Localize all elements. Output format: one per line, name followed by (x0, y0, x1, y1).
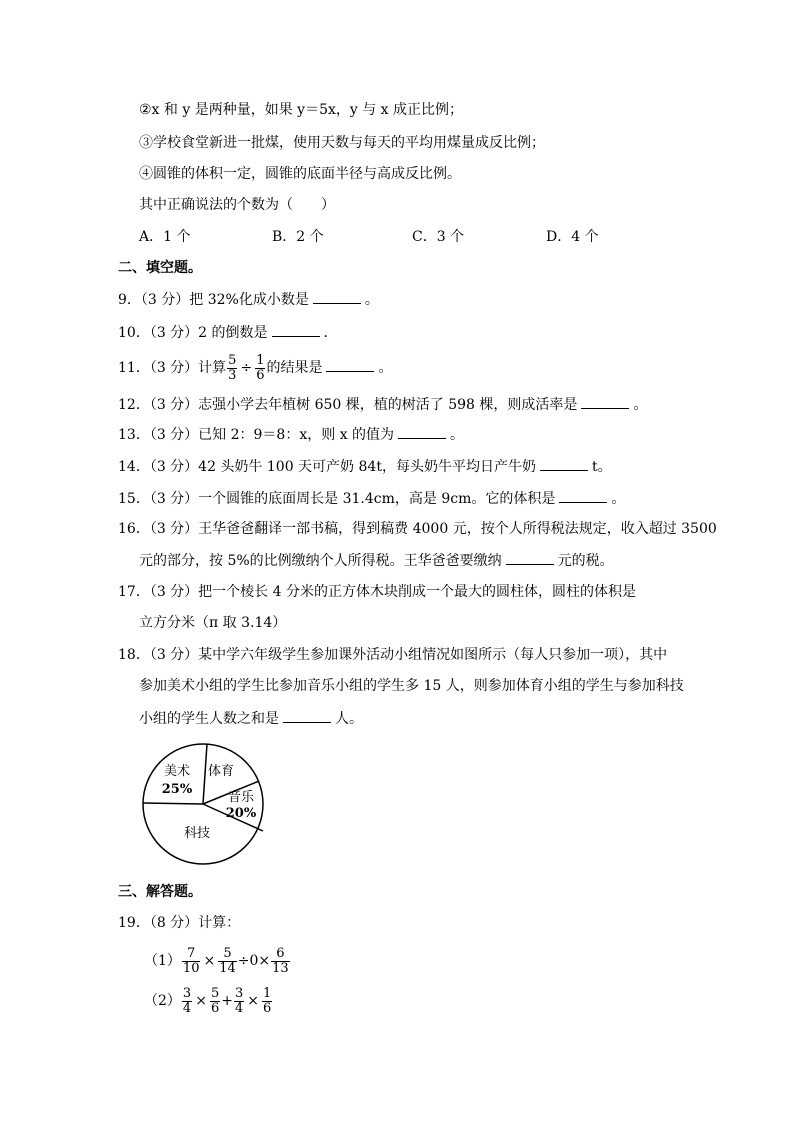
question-14 (118, 456, 612, 477)
question-13 (118, 424, 464, 445)
divide-operator: ÷ (240, 360, 253, 376)
divider-left (143, 803, 203, 804)
q18-suffix: 人。 (335, 711, 363, 727)
q16-suffix: 元的税。 (557, 553, 614, 569)
q8-option-b: B．2 个 (272, 229, 324, 245)
answer-blank[interactable] (326, 357, 374, 372)
slice-label-music: 音乐 (227, 790, 255, 805)
answer-blank[interactable] (506, 550, 554, 565)
q8-option-d: D．4 个 (546, 229, 599, 245)
q11-suffix: 。 (378, 360, 393, 376)
slice-label-pe: 体育 (207, 764, 235, 779)
question-16-line-2 (139, 550, 614, 571)
question-12 (118, 394, 647, 415)
fraction: $\frac{1}{6}$ (256, 352, 265, 383)
fraction: $\frac{1}{6}$ (262, 985, 272, 1016)
q8-option-a: A．1 个 (139, 229, 191, 245)
fraction: $\frac{3}{4}$ (182, 985, 192, 1016)
times-operator: × (195, 993, 207, 1009)
fraction: $\frac{7}{10}$ (182, 945, 200, 976)
section-heading-fill-in: 二、填空题。 (118, 260, 202, 276)
q18-text: 小组的学生人数之和是 (139, 711, 279, 727)
q12-suffix: 。 (633, 397, 648, 413)
answer-blank[interactable] (398, 424, 446, 439)
answer-blank[interactable] (272, 322, 320, 337)
question-15 (118, 488, 625, 509)
q8-item-4: ④圆锥的体积一定，圆锥的底面半径与高成反比例。 (139, 166, 461, 182)
q8-option-c: C．3 个 (412, 229, 465, 245)
q12-text: 12．（3 分）志强小学去年植树 650 棵，植的树活了 598 棵，则成活率是 (118, 397, 578, 413)
question-19-title: 19．（8 分）计算： (118, 915, 241, 931)
q9-text: 9．（3 分）把 32%化成小数是 (118, 292, 309, 308)
question-10 (118, 322, 338, 343)
q8-question: 其中正确说法的个数为（ ） (139, 197, 335, 213)
question-11 (118, 352, 392, 384)
q14-suffix: t。 (591, 459, 612, 475)
slice-value-art: 25% (161, 782, 193, 797)
question-18-line-3 (139, 708, 363, 729)
question-16-line-1: 16．（3 分）王华爸爸翻译一部书稿，得到稿费 4000 元，按个人所得税法规定，收入超过 3500 (118, 521, 717, 537)
answer-blank[interactable] (540, 456, 588, 471)
q11-text: 11．（3 分）计算 (118, 360, 227, 376)
fraction: $\frac{5}{14}$ (219, 945, 236, 976)
question-9 (118, 289, 379, 310)
question-18-line-1: 18．（3 分）某中学六年级学生参加课外活动小组情况如图所示（每人只参加一项），其中 (118, 647, 668, 663)
pie-chart (137, 741, 269, 867)
question-18-line-2: 参加美术小组的学生比参加音乐小组的学生多 15 人，则参加体育小组的学生与参加科技 (139, 678, 684, 694)
q13-text: 13．（3 分）已知 2：9＝8：x，则 x 的值为 (118, 427, 395, 443)
times-operator: × (203, 953, 216, 969)
answer-blank[interactable] (283, 708, 331, 723)
q15-suffix: 。 (611, 491, 626, 507)
section-heading-solve: 三、解答题。 (118, 884, 202, 900)
times-operator: × (247, 993, 259, 1009)
fraction: $\frac{5}{3}$ (228, 352, 237, 383)
question-17-line-1: 17．（3 分）把一个棱长 4 分米的正方体木块削成一个最大的圆柱体，圆柱的体积是 (118, 584, 636, 600)
question-19-part-1 (144, 944, 291, 978)
question-19-part-2 (144, 984, 273, 1018)
fraction: $\frac{3}{4}$ (234, 985, 244, 1016)
q11-mid-text: 的结果是 (266, 360, 323, 376)
q10-text: 10．（3 分）2 的倒数是 (118, 325, 268, 341)
q13-suffix: 。 (450, 427, 465, 443)
q8-item-2: ②x 和 y 是两种量，如果 y＝5x，y 与 x 成正比例； (139, 102, 464, 118)
q10-suffix: ． (323, 325, 338, 341)
answer-blank[interactable] (581, 394, 629, 409)
fraction: $\frac{5}{6}$ (210, 985, 220, 1016)
question-17-line-2: 立方分米（π 取 3.14） (139, 615, 287, 631)
q15-text: 15．（3 分）一个圆锥的底面周长是 31.4cm，高是 9cm。它的体积是 (118, 491, 556, 507)
answer-blank[interactable] (559, 488, 607, 503)
slice-value-music: 20% (225, 806, 257, 821)
q14-text: 14．（3 分）42 头奶牛 100 天可产奶 84t，每头奶牛平均日产牛奶 (118, 459, 536, 475)
part-label: （1） (144, 953, 181, 969)
slice-label-art: 美术 (163, 764, 191, 779)
answer-blank[interactable] (313, 289, 361, 304)
plus-operator: + (221, 993, 233, 1009)
part-label: （2） (144, 993, 181, 1009)
slice-label-tech: 科技 (183, 826, 211, 841)
q16-text: 元的部分，按 5%的比例缴纳个人所得税。王华爸爸要缴纳 (139, 553, 502, 569)
fraction: $\frac{6}{13}$ (272, 945, 289, 976)
operator-text: ÷0× (237, 953, 271, 969)
q9-suffix: 。 (364, 292, 379, 308)
q8-item-3: ③学校食堂新进一批煤，使用天数与每天的平均用煤量成反比例； (139, 135, 545, 151)
